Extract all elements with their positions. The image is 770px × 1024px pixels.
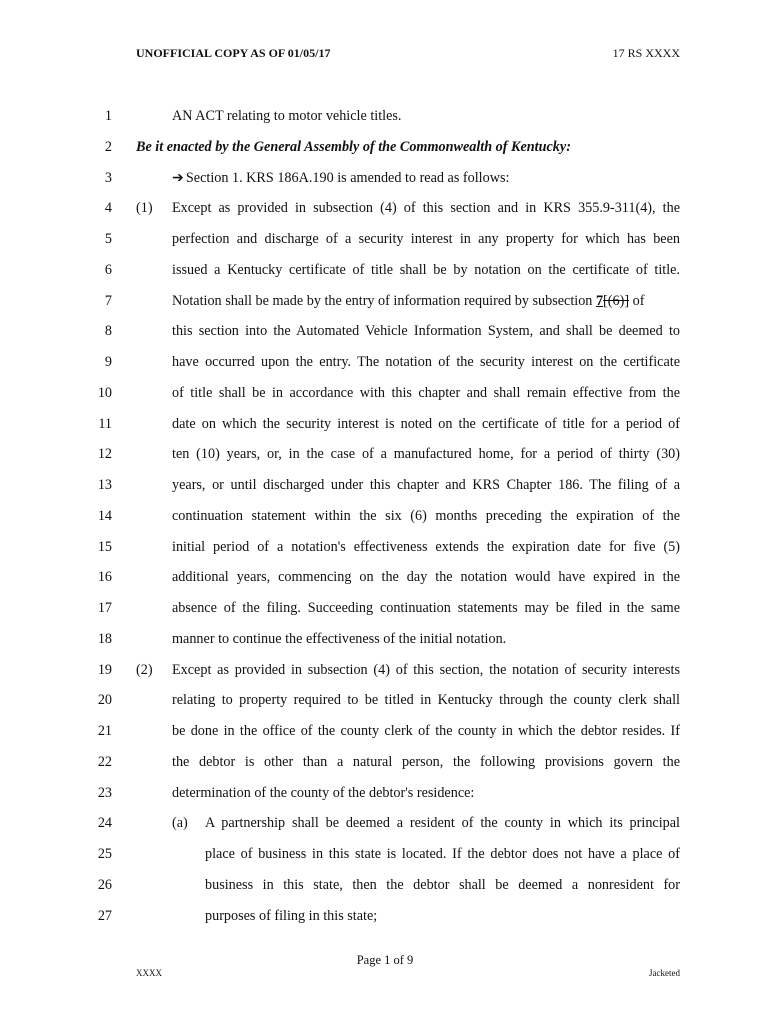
- header-title: UNOFFICIAL COPY AS OF 01/05/17: [136, 46, 331, 60]
- footer-request-code: XXXX: [136, 968, 162, 978]
- line-text: of title shall be in accordance with this chapter and shall remain effective from the: [172, 384, 680, 401]
- line-text: place of business in this state is located. If the debtor does not have a place of: [205, 846, 680, 862]
- line-number: 1: [104, 108, 112, 124]
- line-number: 26: [97, 876, 112, 893]
- section-heading: [172, 168, 680, 188]
- line-text: issued a Kentucky certificate of title shall be by notation on the certificate of title.: [172, 261, 680, 278]
- line-number: 12: [97, 446, 112, 463]
- line-text: continuation statement within the six (6) months preceding the expiration of the: [172, 507, 680, 524]
- line-text: ten (10) years, or, in the case of a manufactured home, for a period of thirty (30): [172, 446, 680, 463]
- line-text: years, or until discharged under this chapter and KRS Chapter 186. The filing of a: [172, 477, 680, 493]
- line-text: relating to property required to be titled in Kentucky through the county clerk shall: [172, 692, 680, 709]
- text-line: [0, 137, 770, 168]
- line-text: business in this state, then the debtor shall be deemed a nonresident for: [205, 876, 680, 893]
- text-line: [0, 321, 770, 352]
- line-text: be done in the office of the county clerk of the county in which the debtor resides. If: [172, 723, 680, 739]
- text-line: [0, 752, 770, 783]
- line-text-part: Notation shall be made by the entry of information required by subsection: [172, 292, 596, 309]
- line-number: 6: [104, 261, 112, 278]
- line-text-part: of: [629, 292, 645, 309]
- text-line: [0, 168, 770, 199]
- text-line: [0, 598, 770, 629]
- line-text: absence of the filing. Succeeding continuation statements may be filed in the same: [172, 600, 680, 616]
- line-text: the debtor is other than a natural person, the following provisions govern the: [172, 753, 680, 770]
- page-number: Page 1 of 9: [356, 953, 414, 967]
- line-number: 24: [97, 815, 112, 832]
- right-arrow-icon: ➔: [172, 169, 184, 186]
- bill-title: AN ACT relating to motor vehicle titles.: [172, 108, 402, 124]
- line-number: 15: [97, 538, 112, 555]
- line-number: 23: [97, 784, 112, 801]
- line-text: purposes of filing in this state;: [205, 907, 378, 924]
- line-text: [172, 291, 680, 311]
- text-line: [0, 813, 770, 844]
- text-line: [0, 291, 770, 322]
- line-text: Except as provided in subsection (4) of this section and in KRS 355.9-311(4), the: [172, 200, 680, 217]
- line-number: 2: [104, 138, 112, 155]
- line-text: Except as provided in subsection (4) of this section, the notation of security interests: [172, 661, 680, 678]
- text-line: [0, 506, 770, 537]
- line-text: additional years, commencing on the day the notation would have expired in the: [172, 569, 680, 586]
- line-text: initial period of a notation's effectiveness extends the expiration date for five (5): [172, 538, 680, 555]
- bill-body: [0, 106, 770, 936]
- paragraph-label: (a): [172, 815, 188, 832]
- text-line: [0, 414, 770, 445]
- text-line: [0, 567, 770, 598]
- line-number: 17: [97, 600, 112, 616]
- deleted-text: [(6)]: [603, 292, 630, 309]
- line-number: 5: [104, 231, 112, 247]
- section-heading-text: Section 1. KRS 186A.190 is amended to read as follows:: [185, 169, 510, 186]
- line-text: A partnership shall be deemed a resident of the county in which its principal: [205, 815, 680, 832]
- text-line: [0, 444, 770, 475]
- text-line: [0, 383, 770, 414]
- header-bill-number: 17 RS XXXX: [612, 46, 680, 60]
- line-text: determination of the county of the debtor's residence:: [172, 784, 475, 801]
- line-number: 7: [104, 292, 112, 309]
- subsection-label: (1): [136, 200, 153, 217]
- line-number: 27: [97, 907, 112, 924]
- line-number: 22: [97, 753, 112, 770]
- line-text: manner to continue the effectiveness of the initial notation.: [172, 630, 507, 647]
- line-text: have occurred upon the entry. The notation of the security interest on the certificate: [172, 354, 680, 370]
- line-text: date on which the security interest is noted on the certificate of title for a period of: [172, 415, 680, 432]
- line-number: 11: [98, 415, 112, 432]
- text-line: [0, 537, 770, 568]
- text-line: [0, 260, 770, 291]
- text-line: [0, 875, 770, 906]
- line-number: 20: [97, 692, 112, 709]
- footer-status: Jacketed: [649, 968, 680, 978]
- line-number: 9: [104, 354, 112, 370]
- text-line: [0, 629, 770, 660]
- line-number: 18: [97, 630, 112, 647]
- line-number: 14: [97, 507, 112, 524]
- line-number: 25: [97, 846, 112, 862]
- line-number: 3: [104, 169, 112, 186]
- text-line: [0, 106, 770, 137]
- line-text: this section into the Automated Vehicle Information System, and shall be deemed to: [172, 323, 680, 340]
- text-line: [0, 198, 770, 229]
- line-number: 13: [97, 477, 112, 493]
- text-line: [0, 721, 770, 752]
- text-line: [0, 229, 770, 260]
- enacting-clause: Be it enacted by the General Assembly of the Commonwealth of Kentucky:: [136, 138, 571, 155]
- text-line: [0, 844, 770, 875]
- line-number: 21: [97, 723, 112, 739]
- line-number: 10: [97, 384, 112, 401]
- text-line: [0, 475, 770, 506]
- text-line: [0, 783, 770, 814]
- subsection-label: (2): [136, 661, 153, 678]
- text-line: [0, 690, 770, 721]
- line-number: 19: [97, 661, 112, 678]
- line-number: 8: [104, 323, 112, 340]
- text-line: [0, 352, 770, 383]
- text-line: [0, 660, 770, 691]
- text-line: [0, 906, 770, 937]
- line-number: 4: [104, 200, 112, 217]
- inserted-text: 7: [595, 292, 604, 309]
- line-text: perfection and discharge of a security interest in any property for which has been: [172, 231, 680, 247]
- line-number: 16: [97, 569, 112, 586]
